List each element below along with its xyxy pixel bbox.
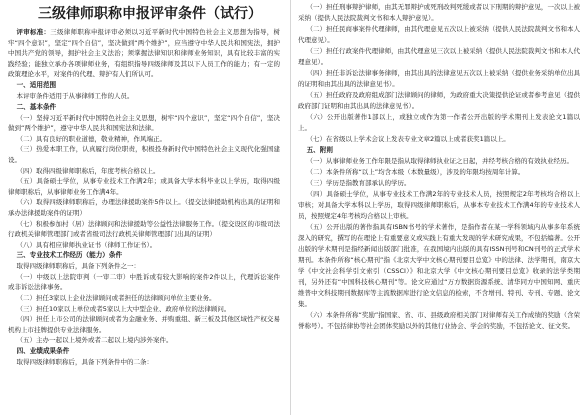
paragraph: （四）具备硕士学位，从事专业技术工作满2年的专业技术人员，按照规定2年考核均合格以上审核；对具备大学本科以上学历，取得四级律师职称后，从事本专业技术工作满4年的专业技术人员，按照规定4年考核均合格以上审核。 xyxy=(298,190,580,220)
paragraph: （二）具有良好的职业道德，敬业精神，作风端正。 xyxy=(16,134,166,143)
left-column-body xyxy=(8,27,280,368)
paragraph: （七）在省级以上学术会议上发表专业文章2篇以上或者获奖1篇以上。 xyxy=(306,135,510,143)
paragraph: （六）公开出版著作1部以上，或独立或作为第一作者公开出版的学术期刊上发表论文1篇以上。 xyxy=(298,113,580,132)
paragraph: （八）具有相应律师执业证书（律师工作证书）。 xyxy=(16,240,157,249)
paragraph: 取得四级律师职称后，具备下列条件之一： xyxy=(16,262,140,271)
paragraph: （三）担任行政案件代理律师，由其代理意见三次以上被采纳（提供人民法院裁判文书和本人代理意见）。 xyxy=(298,47,580,66)
paragraph: （六）本条件所称“奖励”指国家、省、市、县级政府相关部门对律师有关工作成绩的奖励（含荣誉称号）。不包括律协等社会团体奖励以外的其他行业协会、学会的奖励，不包括论文、征文奖。 xyxy=(298,311,580,330)
paragraph: （一）从事律师业务工作年限是指从取得律师执业证之日起，并经考核合格的有效执业经历。 xyxy=(306,157,573,165)
paragraph: 本评审条件适用于从事律师工作的人员。 xyxy=(16,91,134,100)
right-column-body xyxy=(298,2,580,332)
section-heading: 二、基本条件 xyxy=(16,102,57,111)
section-heading: 四、业绩成果条件 xyxy=(16,347,70,356)
paragraph: 取得四级律师职称后，具备下列条件中的二条： xyxy=(16,358,153,367)
section-heading: 三、专业技术工作经历（能力）条件 xyxy=(16,251,123,260)
paragraph: （七）积极参加村（居）法律顾问和法律援助等公益性法律服务工作。（提交设区的市级司法行政机关律师管理部门或者省级司法行政机关律师管理部门出具的证明） xyxy=(8,219,280,239)
paragraph: （三）学历是指教育部承认的学历。 xyxy=(306,179,411,187)
paragraph: （一）担任刑事辩护律师，由其无罪辩护或死刑改判死缓或者以下刑期的辩护意见，一次以上被采纳（提供人民法院裁判文书和本人辩护意见）。 xyxy=(298,3,580,22)
paragraph: （四）取得四级律师职称后，年度考核合格以上。 xyxy=(16,166,160,175)
section-heading: 五、附则 xyxy=(306,146,333,154)
paragraph: （四）担任上市公司的法律顾问或者为金融业务、并购重组、新三板及其他区域性产权交易机构上市挂牌提供专业法律服务。 xyxy=(8,315,280,334)
paragraph: （二）本条件所称“以上”均含本级（本数量级），涉及的年限均按周年计算。 xyxy=(306,168,525,176)
lead-paragraph xyxy=(8,27,280,80)
column-divider xyxy=(290,0,291,415)
paragraph: （二）担任3家以上企业法律顾问或者担任的法律顾问单位主要业务。 xyxy=(16,294,216,303)
paragraph: （一）坚持习近平新时代中国特色社会主义思想，树牢“四个意识”，坚定“四个自信”，坚决做到“两个维护”，遵守中华人民共和国宪法和法律。 xyxy=(8,113,280,133)
paragraph: （六）取得四级律师职称后，办理法律援助案件5件以上。（提交法律援助机构出具的证明和承办法律援助案件的证明） xyxy=(8,198,280,217)
paragraph: （五）主办一起以上境外或者二起以上境内涉外案件。 xyxy=(16,336,173,345)
lead-label: 评审标准： xyxy=(16,28,51,36)
right-column xyxy=(294,0,584,415)
paragraph: （三）热爱本职工作，认真履行岗位职责，积极投身新时代中国特色社会主义现代化强国建设。 xyxy=(8,145,280,164)
section-heading: 一、适用范围 xyxy=(16,80,57,89)
lead-text: 三级律师职称申报评审必须以习近平新时代中国特色社会主义思想为指导，树牢“四个意识”，坚定“四个自信”，坚决做到“两个维护”，应当遵守中华人民共和国宪法，拥护中国共产党的领导，拥护社会主义法治；须掌握法律知识和律师业务知识，具有比较丰富的实践经验；能独立承办各项律师业务，有组织指导四级律师及其以下人员工作的能力；有一定的政策理论水平，对案件的代理、辩护有人们所认可。 xyxy=(8,28,281,79)
paragraph: （一）中级以上法院审判（一审二审）中胜诉或有较大影响的案件2件以上，代理诉讼案件或非诉讼法律事务。 xyxy=(8,272,280,292)
paragraph: （四）担任非诉讼法律事务律师，由其出具的法律意见五次以上被采纳（提供业务采纳单位出具的证明和由其出具的法律意见书）。 xyxy=(298,69,580,88)
paragraph: （五）担任政府及政府组成部门法律顾问的律师，为政府重大决策提供论证或者参考意见（提供政府部门证明和由其出具的法律意见书）。 xyxy=(298,91,580,110)
paragraph: （五）公开出版的著作指具有ISBN书号的学术著作，是指作者在某一学科领域内从事多年系统深入的研究，撰写的在理论上有重要意义或实践上有重大发现的学术研究成果，不包括编著。公开出版的学术期刊是指经新闻出版部门批准，在我国境内出版的具有ISSN刊号和CN刊号的正式学术期刊。本条件所称“核心期刊”指《北京大学中文核心期刊要目总览》中的法律、法学期刊，南京大学《中文社会科学引文索引（CSSCI）》和北京大学《中文核心期刊要目总览》收录的法学类期刊，另外还有“中国科技核心期刊”等。论文应通过“万方数据资源系统、清华同方中国知网、重庆维普中文科技期刊数据库等主流数据库进行论文信息的检索，不含增刊、特刊、专刊、专题、论文集。 xyxy=(298,223,580,308)
paragraph: （二）担任民商事案件代理律师，由其代理意见五次以上被采纳（提供人民法院裁判文书和本人代理意见）。 xyxy=(298,25,580,44)
paragraph: （三）担任10家以上单位或者5家以上大中型企业、政府单位的法律顾问。 xyxy=(16,304,231,313)
left-column xyxy=(0,0,286,415)
paragraph: （五）具备硕士学位，从事专业技术工作满2年；或具备大学本科毕业以上学历，取得四级律师职称后，从事律师业务工作满4年。 xyxy=(8,177,280,196)
page-title: 三级律师职称申报评审条件（试行） xyxy=(38,6,262,22)
